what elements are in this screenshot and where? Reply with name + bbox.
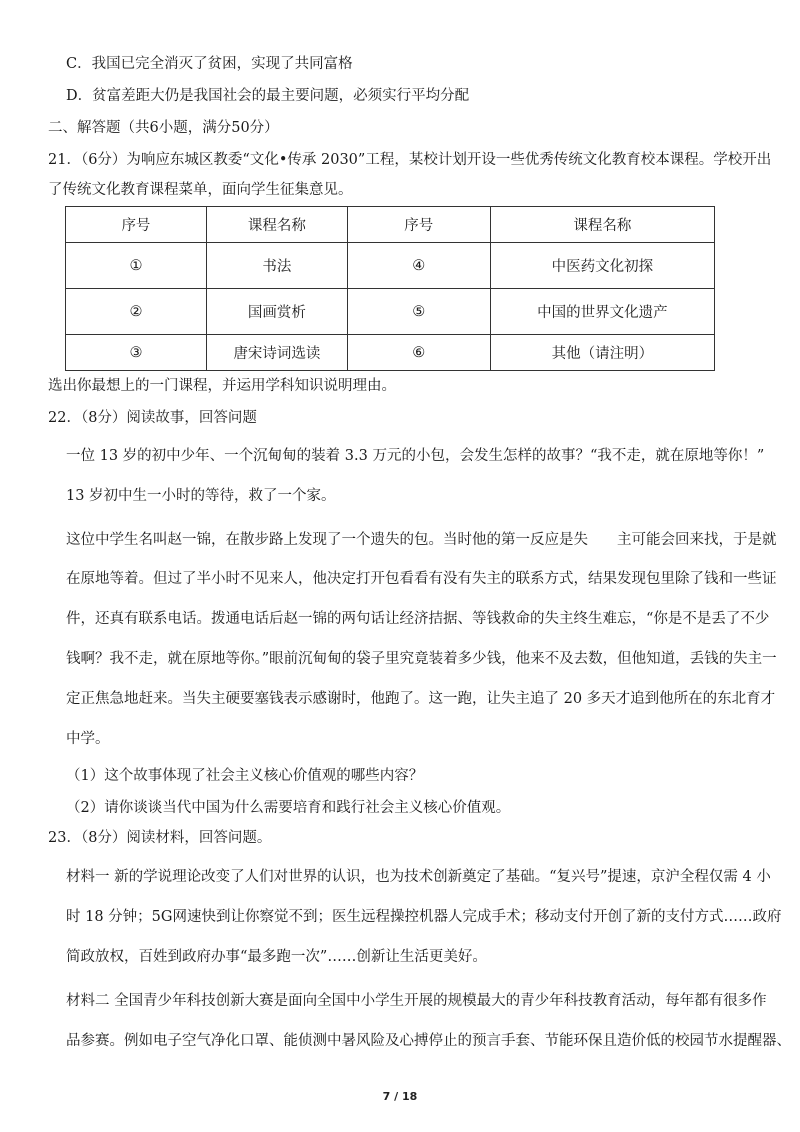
q22-para2-line1: 这位中学生名叫赵一锦，在散步路上发现了一个遗失的包。当时他的第一反应是失 主可能会回来找，于是就: [66, 532, 777, 548]
table-row: [66, 243, 715, 289]
q22-para1-line1: 一位 13 岁的初中少年、一个沉甸甸的装着 3.3 万元的小包，会发生怎样的故事？“我不走，就在原地等你！”: [66, 448, 765, 464]
table-cell: 书法: [206, 243, 347, 289]
q22-para1-line2: 13 岁初中生一小时的等待，救了一个家。: [66, 488, 336, 504]
q21-stem-line1: 21．（6分）为响应东城区教委“文化•传承 2030”工程，某校计划开设一些优秀传统文化教育校本课程。学校开出: [48, 152, 772, 168]
header-cell: 课程名称: [206, 207, 347, 243]
table-cell: 国画赏析: [206, 289, 347, 335]
q21-stem-line2: 了传统文化教育课程菜单，面向学生征集意见。: [48, 182, 353, 198]
table-header-row: [66, 207, 715, 243]
table-cell: ④: [347, 243, 490, 289]
q23-material1-line3: 简政放权，百姓到政府办事“最多跑一次”……创新让生活更美好。: [66, 949, 487, 965]
q22-subq1: （1）这个故事体现了社会主义核心价值观的哪些内容？: [66, 768, 424, 784]
q22-para2-line4: 钱啊？我不走，就在原地等你。”眼前沉甸甸的袋子里究竟装着多少钱，他来不及去数，但他知道，丢钱的失主一: [66, 651, 777, 667]
table-cell: ⑥: [347, 335, 490, 371]
q22-para2-line3: 件，还真有联系电话。拨通电话后赵一锦的两句话让经济拮据、等钱救命的失主终生难忘，“你是不是丢了不少: [66, 611, 770, 627]
q23-material2-line1: 材料二 全国青少年科技创新大赛是面向全国中小学生开展的规模最大的青少年科技教育活动，每年都有很多作: [66, 993, 767, 1009]
table-cell: ①: [66, 243, 207, 289]
table-cell: 中国的世界文化遗产: [490, 289, 714, 335]
q23-material1-line1: 材料一 新的学说理论改变了人们对世界的认识，也为技术创新奠定了基础。“复兴号”提速，京沪全程仅需 4 小: [66, 869, 771, 885]
q22-title: 22．（8分）阅读故事，回答问题: [48, 410, 257, 426]
table-cell: ②: [66, 289, 207, 335]
q21-prompt: 选出你最想上的一门课程，并运用学科知识说明理由。: [48, 378, 396, 394]
q22-subq2: （2）请你谈谈当代中国为什么需要培育和践行社会主义核心价值观。: [66, 800, 511, 816]
header-cell: 序号: [347, 207, 490, 243]
table-row: [66, 335, 715, 371]
table-cell: 中医药文化初探: [490, 243, 714, 289]
q22-para2-line5: 定正焦急地赶来。当失主硬要塞钱表示感谢时，他跑了。这一跑，让失主追了 20 多天才追到他所在的东北育才: [66, 691, 776, 707]
course-menu-table: [65, 206, 715, 371]
table-cell: 其他（请注明）: [490, 335, 714, 371]
q23-material1-line2: 时 18 分钟；5G网速快到让你察觉不到；医生远程操控机器人完成手术；移动支付开创了新的支付方式……政府: [66, 909, 782, 925]
header-cell: 课程名称: [490, 207, 714, 243]
section-heading: 二、解答题（共6小题，满分50分）: [48, 120, 279, 136]
page-number: 7 / 18: [382, 1090, 418, 1103]
option-c: C．我国已完全消灭了贫困，实现了共同富格: [66, 56, 353, 72]
q22-para2-line2: 在原地等着。但过了半小时不见来人，他决定打开包看看有没有失主的联系方式，结果发现包里除了钱和一些证: [66, 571, 777, 587]
q22-para2-line6: 中学。: [66, 731, 110, 747]
option-d: D．贫富差距大仍是我国社会的最主要问题，必须实行平均分配: [66, 88, 470, 104]
q23-title: 23．（8分）阅读材料，回答问题。: [48, 830, 272, 846]
table-row: [66, 289, 715, 335]
header-cell: 序号: [66, 207, 207, 243]
q23-material2-line2: 品参赛。例如电子空气净化口罩、能侦测中暑风险及心搏停止的预言手套、节能环保且造价低的校园节水提醒器、: [66, 1033, 791, 1049]
table-cell: ⑤: [347, 289, 490, 335]
table-cell: ③: [66, 335, 207, 371]
table-cell: 唐宋诗词选读: [206, 335, 347, 371]
